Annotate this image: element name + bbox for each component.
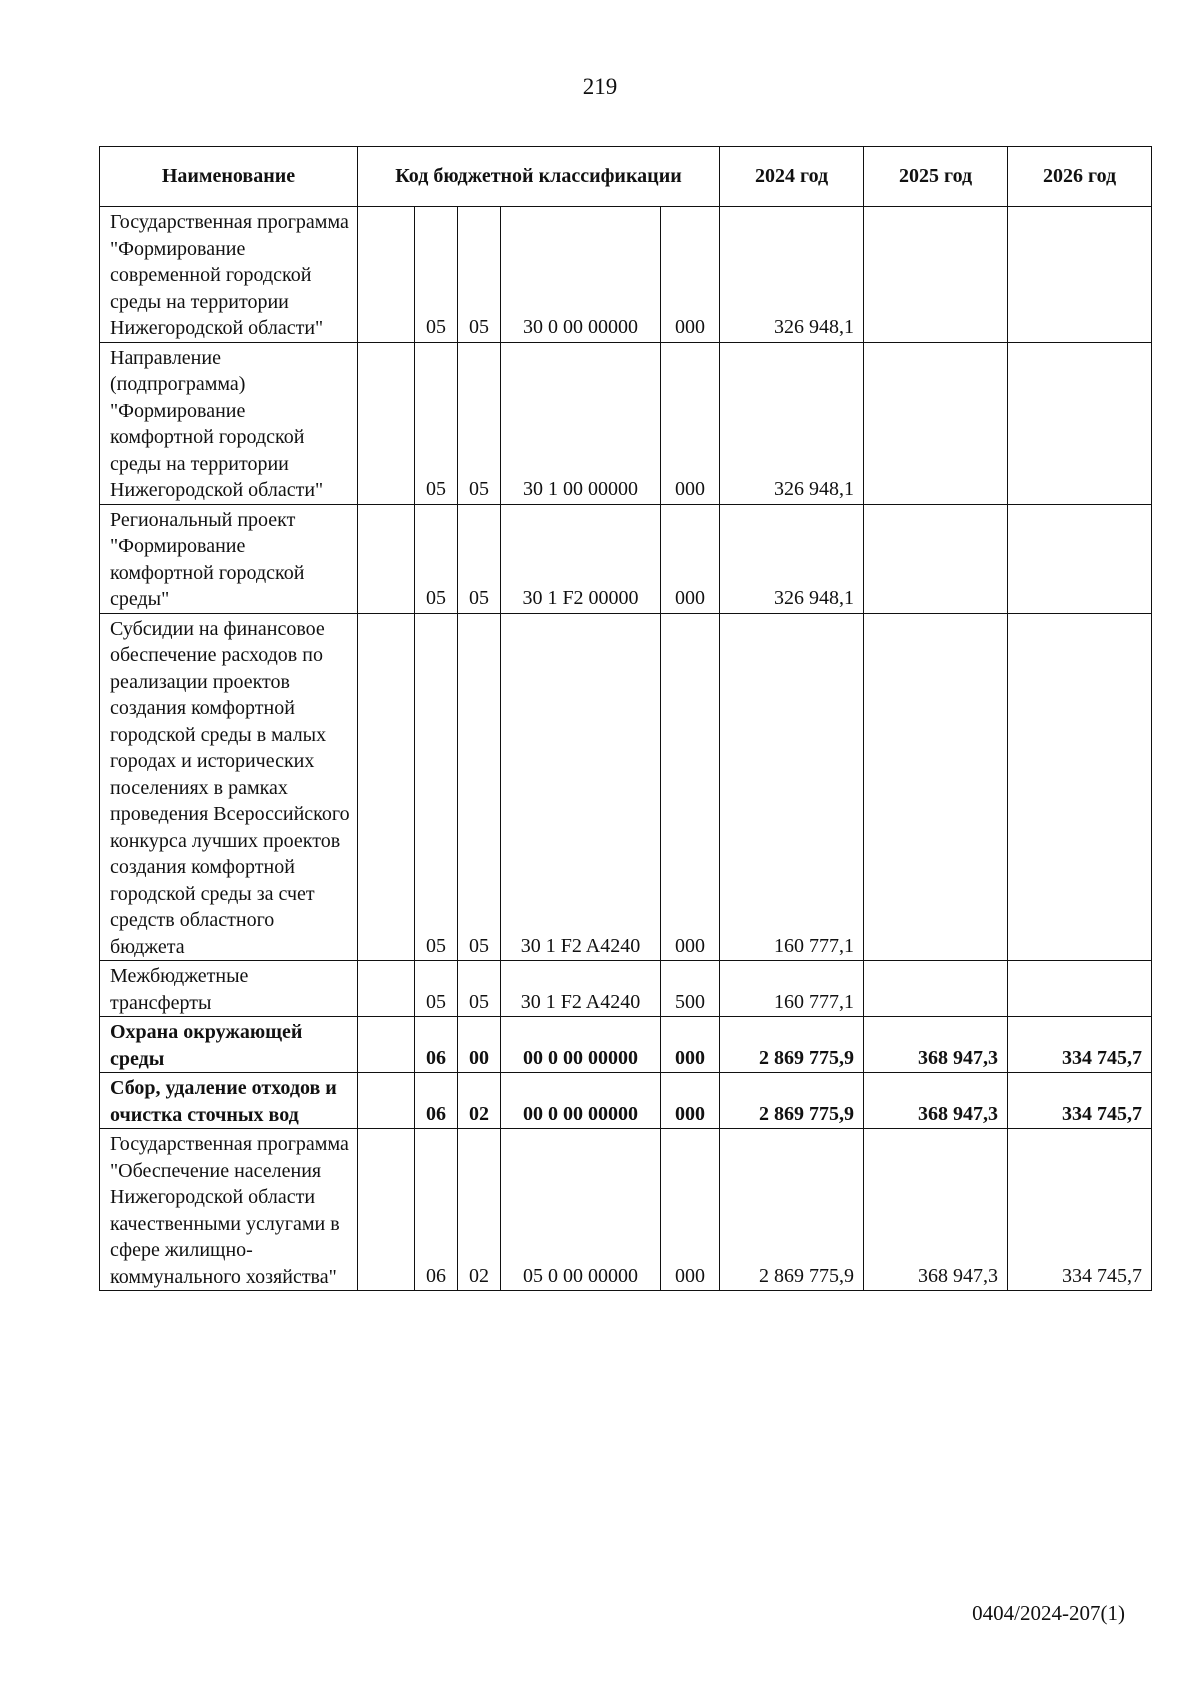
- row-name: Сбор, удаление отходов и очистка сточных вод: [100, 1073, 358, 1129]
- code-subsection: 05: [458, 207, 501, 343]
- value-2025: [864, 504, 1008, 613]
- value-2026: 334 745,7: [1008, 1073, 1152, 1129]
- value-2025: [864, 342, 1008, 504]
- code-target-article: 30 0 00 00000: [501, 207, 661, 343]
- value-2024: 2 869 775,9: [720, 1129, 864, 1291]
- code-subsection: 05: [458, 961, 501, 1017]
- code-subsection: 05: [458, 613, 501, 961]
- code-subsection: 00: [458, 1017, 501, 1073]
- code-subsection: 05: [458, 342, 501, 504]
- value-2026: [1008, 961, 1152, 1017]
- code-expense-type: 000: [661, 1073, 720, 1129]
- table-row: [100, 1017, 1152, 1073]
- code-expense-type: 000: [661, 1129, 720, 1291]
- table-row: [100, 1073, 1152, 1129]
- value-2024: 160 777,1: [720, 961, 864, 1017]
- code-expense-type: 500: [661, 961, 720, 1017]
- row-name: Направление (подпрограмма) "Формирование комфортной городской среды на территории Нижегородской области": [100, 342, 358, 504]
- code-empty-cell: [358, 613, 415, 961]
- code-subsection: 05: [458, 504, 501, 613]
- row-name: Субсидии на финансовое обеспечение расходов по реализации проектов создания комфортной городской среды в малых городах и исторических поселениях в рамках проведения Всероссийского конкурса лучших проектов создания комфортной городской среды за счет средств областного бюджета: [100, 613, 358, 961]
- value-2026: 334 745,7: [1008, 1129, 1152, 1291]
- value-2025: 368 947,3: [864, 1073, 1008, 1129]
- code-empty-cell: [358, 207, 415, 343]
- code-empty-cell: [358, 1129, 415, 1291]
- budget-table: [99, 146, 1152, 1291]
- value-2024: 2 869 775,9: [720, 1073, 864, 1129]
- value-2024: 160 777,1: [720, 613, 864, 961]
- code-empty-cell: [358, 504, 415, 613]
- code-section: 06: [415, 1073, 458, 1129]
- table-header-row: [100, 147, 1152, 207]
- code-expense-type: 000: [661, 613, 720, 961]
- code-target-article: 05 0 00 00000: [501, 1129, 661, 1291]
- budget-table-container: [99, 146, 1151, 1291]
- value-2026: [1008, 613, 1152, 961]
- row-name: Региональный проект "Формирование комфортной городской среды": [100, 504, 358, 613]
- code-target-article: 30 1 F2 A4240: [501, 613, 661, 961]
- header-2025: 2025 год: [864, 147, 1008, 207]
- code-section: 06: [415, 1017, 458, 1073]
- table-row: [100, 504, 1152, 613]
- value-2024: 326 948,1: [720, 504, 864, 613]
- row-name: Межбюджетные трансферты: [100, 961, 358, 1017]
- code-section: 05: [415, 504, 458, 613]
- code-empty-cell: [358, 1073, 415, 1129]
- code-expense-type: 000: [661, 342, 720, 504]
- table-row: [100, 961, 1152, 1017]
- code-expense-type: 000: [661, 504, 720, 613]
- value-2026: 334 745,7: [1008, 1017, 1152, 1073]
- code-expense-type: 000: [661, 207, 720, 343]
- code-section: 05: [415, 613, 458, 961]
- code-section: 05: [415, 961, 458, 1017]
- code-expense-type: 000: [661, 1017, 720, 1073]
- value-2024: 326 948,1: [720, 342, 864, 504]
- value-2025: 368 947,3: [864, 1129, 1008, 1291]
- value-2026: [1008, 207, 1152, 343]
- value-2025: [864, 207, 1008, 343]
- code-target-article: 30 1 00 00000: [501, 342, 661, 504]
- table-row: [100, 207, 1152, 343]
- code-target-article: 30 1 F2 00000: [501, 504, 661, 613]
- value-2024: 2 869 775,9: [720, 1017, 864, 1073]
- header-code: Код бюджетной классификации: [358, 147, 720, 207]
- code-empty-cell: [358, 961, 415, 1017]
- header-2026: 2026 год: [1008, 147, 1152, 207]
- page-number: 219: [582, 74, 618, 99]
- value-2024: 326 948,1: [720, 207, 864, 343]
- code-empty-cell: [358, 1017, 415, 1073]
- code-section: 05: [415, 207, 458, 343]
- document-code: 0404/2024-207(1): [972, 1601, 1125, 1625]
- code-subsection: 02: [458, 1129, 501, 1291]
- value-2025: 368 947,3: [864, 1017, 1008, 1073]
- table-row: [100, 613, 1152, 961]
- code-empty-cell: [358, 342, 415, 504]
- table-row: [100, 342, 1152, 504]
- value-2026: [1008, 504, 1152, 613]
- value-2026: [1008, 342, 1152, 504]
- code-section: 05: [415, 342, 458, 504]
- code-target-article: 00 0 00 00000: [501, 1017, 661, 1073]
- table-row: [100, 1129, 1152, 1291]
- code-section: 06: [415, 1129, 458, 1291]
- row-name: Охрана окружающей среды: [100, 1017, 358, 1073]
- value-2025: [864, 961, 1008, 1017]
- code-target-article: 00 0 00 00000: [501, 1073, 661, 1129]
- value-2025: [864, 613, 1008, 961]
- header-name: Наименование: [100, 147, 358, 207]
- row-name: Государственная программа "Обеспечение населения Нижегородской области качественными услугами в сфере жилищно-коммунального хозяйства": [100, 1129, 358, 1291]
- header-2024: 2024 год: [720, 147, 864, 207]
- code-target-article: 30 1 F2 A4240: [501, 961, 661, 1017]
- code-subsection: 02: [458, 1073, 501, 1129]
- row-name: Государственная программа "Формирование современной городской среды на территории Нижегородской области": [100, 207, 358, 343]
